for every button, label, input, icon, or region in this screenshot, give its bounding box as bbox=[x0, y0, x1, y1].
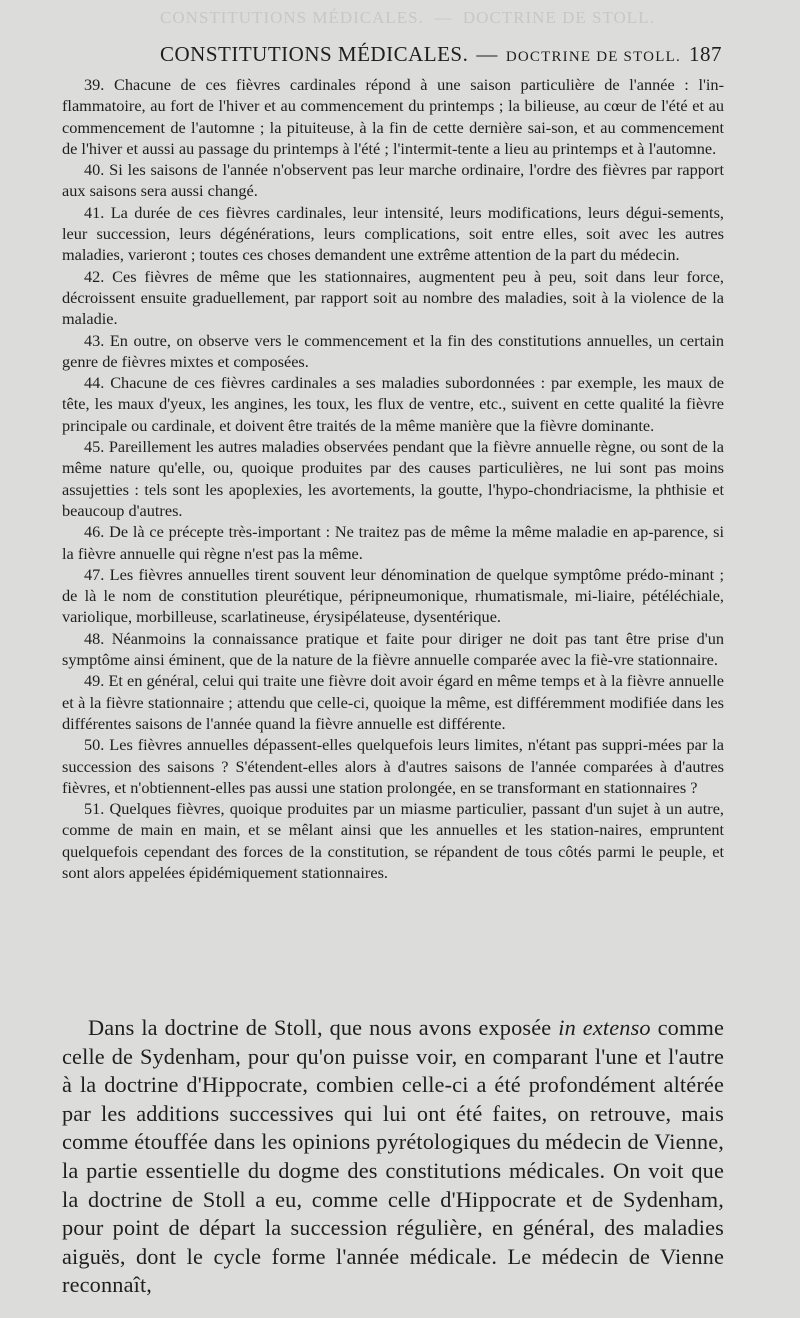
running-head-separator: — bbox=[476, 42, 498, 66]
body-text-start: Dans la doctrine de Stoll, que nous avons exposée bbox=[88, 1015, 559, 1040]
aphorism-49: 49. Et en général, celui qui traite une fièvre doit avoir égard en même temps et à la fièvre annuelle et à la fièvre stationnaire ; attendu que celle-ci, quoique la même, est différemment modifiée dans les différentes saisons de l'année quand la fièvre annuelle est différente. bbox=[62, 671, 724, 733]
body-text-italic: in extenso bbox=[558, 1015, 651, 1040]
aphorism-48: 48. Néanmoins la connaissance pratique et faite pour diriger ne doit pas tant être prise d'un symptôme ainsi éminent, que de la nature de la fièvre annuelle comparée avec la fiè-vre stationnaire. bbox=[62, 628, 724, 670]
aphorism-44: 44. Chacune de ces fièvres cardinales a ses maladies subordonnées : par exemple, les maux de tête, les maux d'yeux, les angines, les toux, les flux de ventre, etc., suivent en cette qualité la fièvre principale ou cardinale, et doivent être traités de la même manière que la fièvre dominante. bbox=[62, 373, 724, 435]
aphorism-39: 39. Chacune de ces fièvres cardinales répond à une saison particulière de l'année : l'in-flammatoire, au fort de l'hiver et au commencement du printemps ; la bilieuse, au cœur de l'été et au commencement de l'automne ; la pituiteuse, à la fin de cette dernière sai-son, et au commencement de l'hiver et aussi au passage du printemps à l'été ; l'intermit-tente a lieu au printemps et à l'automne. bbox=[62, 75, 724, 158]
body-text bbox=[62, 1014, 724, 1300]
aphorism-47: 47. Les fièvres annuelles tirent souvent leur dénomination de quelque symptôme prédo-minant ; de là le nom de constitution pleurétique, péripneumonique, rhumatismale, mi-liaire, pétéléchiale, variolique, morbilleuse, scarlatineuse, érysipélateuse, dysentérique. bbox=[62, 564, 724, 627]
body-paragraph bbox=[62, 1014, 724, 1300]
aphorism-50: 50. Les fièvres annuelles dépassent-elles quelquefois leurs limites, n'étant pas suppri-mées par la succession des saisons ? S'étendent-elles alors à d'autres saisons de l'année comparées à d'autres fièvres, et n'obtiennent-elles pas aussi une station prolongée, en se transformant en stationnaires ? bbox=[62, 735, 724, 797]
aphorism-41: 41. La durée de ces fièvres cardinales, leur intensité, leurs modifications, leurs dégui-sements, leur succession, leurs dégénérations, leurs complications, soit entre elles, soit avec les autres maladies, varieront ; toutes ces choses demandent une extrême attention de la part du médecin. bbox=[62, 202, 724, 265]
running-head bbox=[62, 42, 722, 70]
aphorism-42: 42. Ces fièvres de même que les stationnaires, augmentent peu à peu, soit dans leur force, décroissent ensuite graduellement, par rapport soit au nombre des maladies, soit à la violence de la maladie. bbox=[62, 266, 724, 329]
running-head-title-group bbox=[160, 42, 681, 67]
running-head-subtitle: DOCTRINE DE STOLL. bbox=[505, 49, 681, 65]
aphorism-51: 51. Quelques fièvres, quoique produites par un miasme particulier, passant d'un sujet à un autre, comme de main en main, et se mêlant ainsi que les annuelles et les station-naires, empruntent quelquefois cependant des forces de la constitution, se répandent de tous côtés parmi le peuple, et sont alors appelées épidémiquement stationnaires. bbox=[62, 799, 724, 882]
running-head-title: CONSTITUTIONS MÉDICALES. bbox=[160, 42, 469, 66]
aphorism-43: 43. En outre, on observe vers le commencement et la fin des constitutions annuelles, un certain genre de fièvres mixtes et composées. bbox=[62, 330, 724, 371]
page-number: 187 bbox=[689, 42, 722, 66]
aphorism-46: 46. De là ce précepte très-important : Ne traitez pas de même la même maladie en ap-parence, si la fièvre annuelle qui règne n'est pas la même. bbox=[62, 522, 724, 563]
aphorism-45: 45. Pareillement les autres maladies observées pendant que la fièvre annuelle règne, ou sont de la même nature qu'elle, ou, quoique produites par des causes particulières, ne lui sont pas moins assujetties : tels sont les apoplexies, les avortements, la goutte, l'hypo-chondriacisme, la phthisie et beaucoup d'autres. bbox=[62, 437, 724, 520]
numbered-aphorisms bbox=[62, 74, 724, 883]
body-text-rest: comme celle de Sydenham, pour qu'on puisse voir, en comparant l'une et l'autre à la doctrine d'Hippocrate, combien celle-ci a été profondément altérée par les additions successives qui lui ont été faites, on retrouve, mais comme étouffée dans les opinions pyrétologiques du médecin de Vienne, la partie essentielle du dogme des constitutions médicales. On voit que la doctrine de Stoll a eu, comme celle d'Hippocrate et de Sydenham, pour point de départ la succession régulière, en général, des maladies aiguës, dont le cycle forme l'année médicale. Le médecin de Vienne reconnaît, bbox=[62, 1015, 724, 1298]
aphorism-40: 40. Si les saisons de l'année n'observent pas leur marche ordinaire, l'ordre des fièvres par rapport aux saisons sera aussi changé. bbox=[62, 160, 724, 201]
bleed-through-header: CONSTITUTIONS MÉDICALES. — DOCTRINE DE STOLL. bbox=[160, 8, 655, 27]
